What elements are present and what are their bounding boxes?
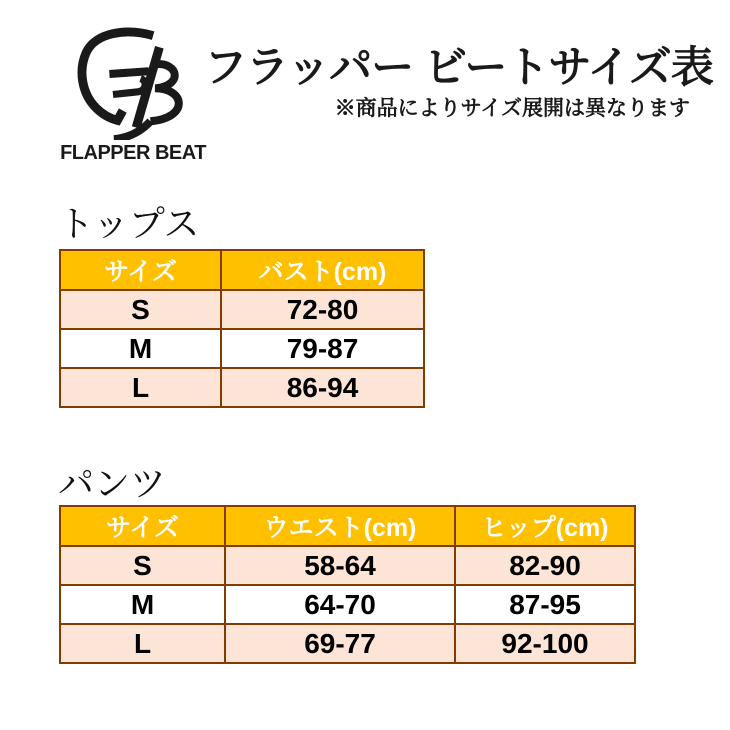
tops-col-size: サイズ	[60, 250, 221, 290]
tops-col-bust: バスト(cm)	[221, 250, 424, 290]
flapper-beat-logo-icon	[61, 24, 206, 140]
measurement-cell: 92-100	[455, 624, 635, 663]
measurement-cell: 82-90	[455, 546, 635, 585]
page-title: フラッパー ビートサイズ表	[204, 44, 713, 92]
measurement-cell: 69-77	[225, 624, 455, 663]
section-heading-tops: トップス	[58, 203, 200, 244]
brand-block	[58, 24, 208, 165]
measurement-cell: 58-64	[225, 546, 455, 585]
size-cell: S	[60, 546, 225, 585]
table-row	[60, 585, 635, 624]
table-row	[60, 329, 424, 368]
section-heading-pants: パンツ	[58, 463, 167, 504]
size-cell: S	[60, 290, 221, 329]
size-cell: M	[60, 329, 221, 368]
measurement-cell: 64-70	[225, 585, 455, 624]
tops-header-row	[60, 250, 424, 290]
pants-col-size: サイズ	[60, 506, 225, 546]
tops-size-table	[59, 249, 425, 408]
pants-col-waist: ウエスト(cm)	[225, 506, 455, 546]
size-cell: L	[60, 624, 225, 663]
table-row	[60, 368, 424, 407]
table-row	[60, 290, 424, 329]
measurement-cell: 86-94	[221, 368, 424, 407]
measurement-cell: 87-95	[455, 585, 635, 624]
measurement-cell: 72-80	[221, 290, 424, 329]
size-cell: M	[60, 585, 225, 624]
brand-wordmark: FLAPPER BEAT	[60, 142, 206, 164]
table-row	[60, 624, 635, 663]
table-row	[60, 546, 635, 585]
pants-col-hip: ヒップ(cm)	[455, 506, 635, 546]
size-cell: L	[60, 368, 221, 407]
measurement-cell: 79-87	[221, 329, 424, 368]
page-title-note: ※商品によりサイズ展開は異なります	[334, 97, 690, 120]
pants-size-table	[59, 505, 636, 664]
pants-header-row	[60, 506, 635, 546]
